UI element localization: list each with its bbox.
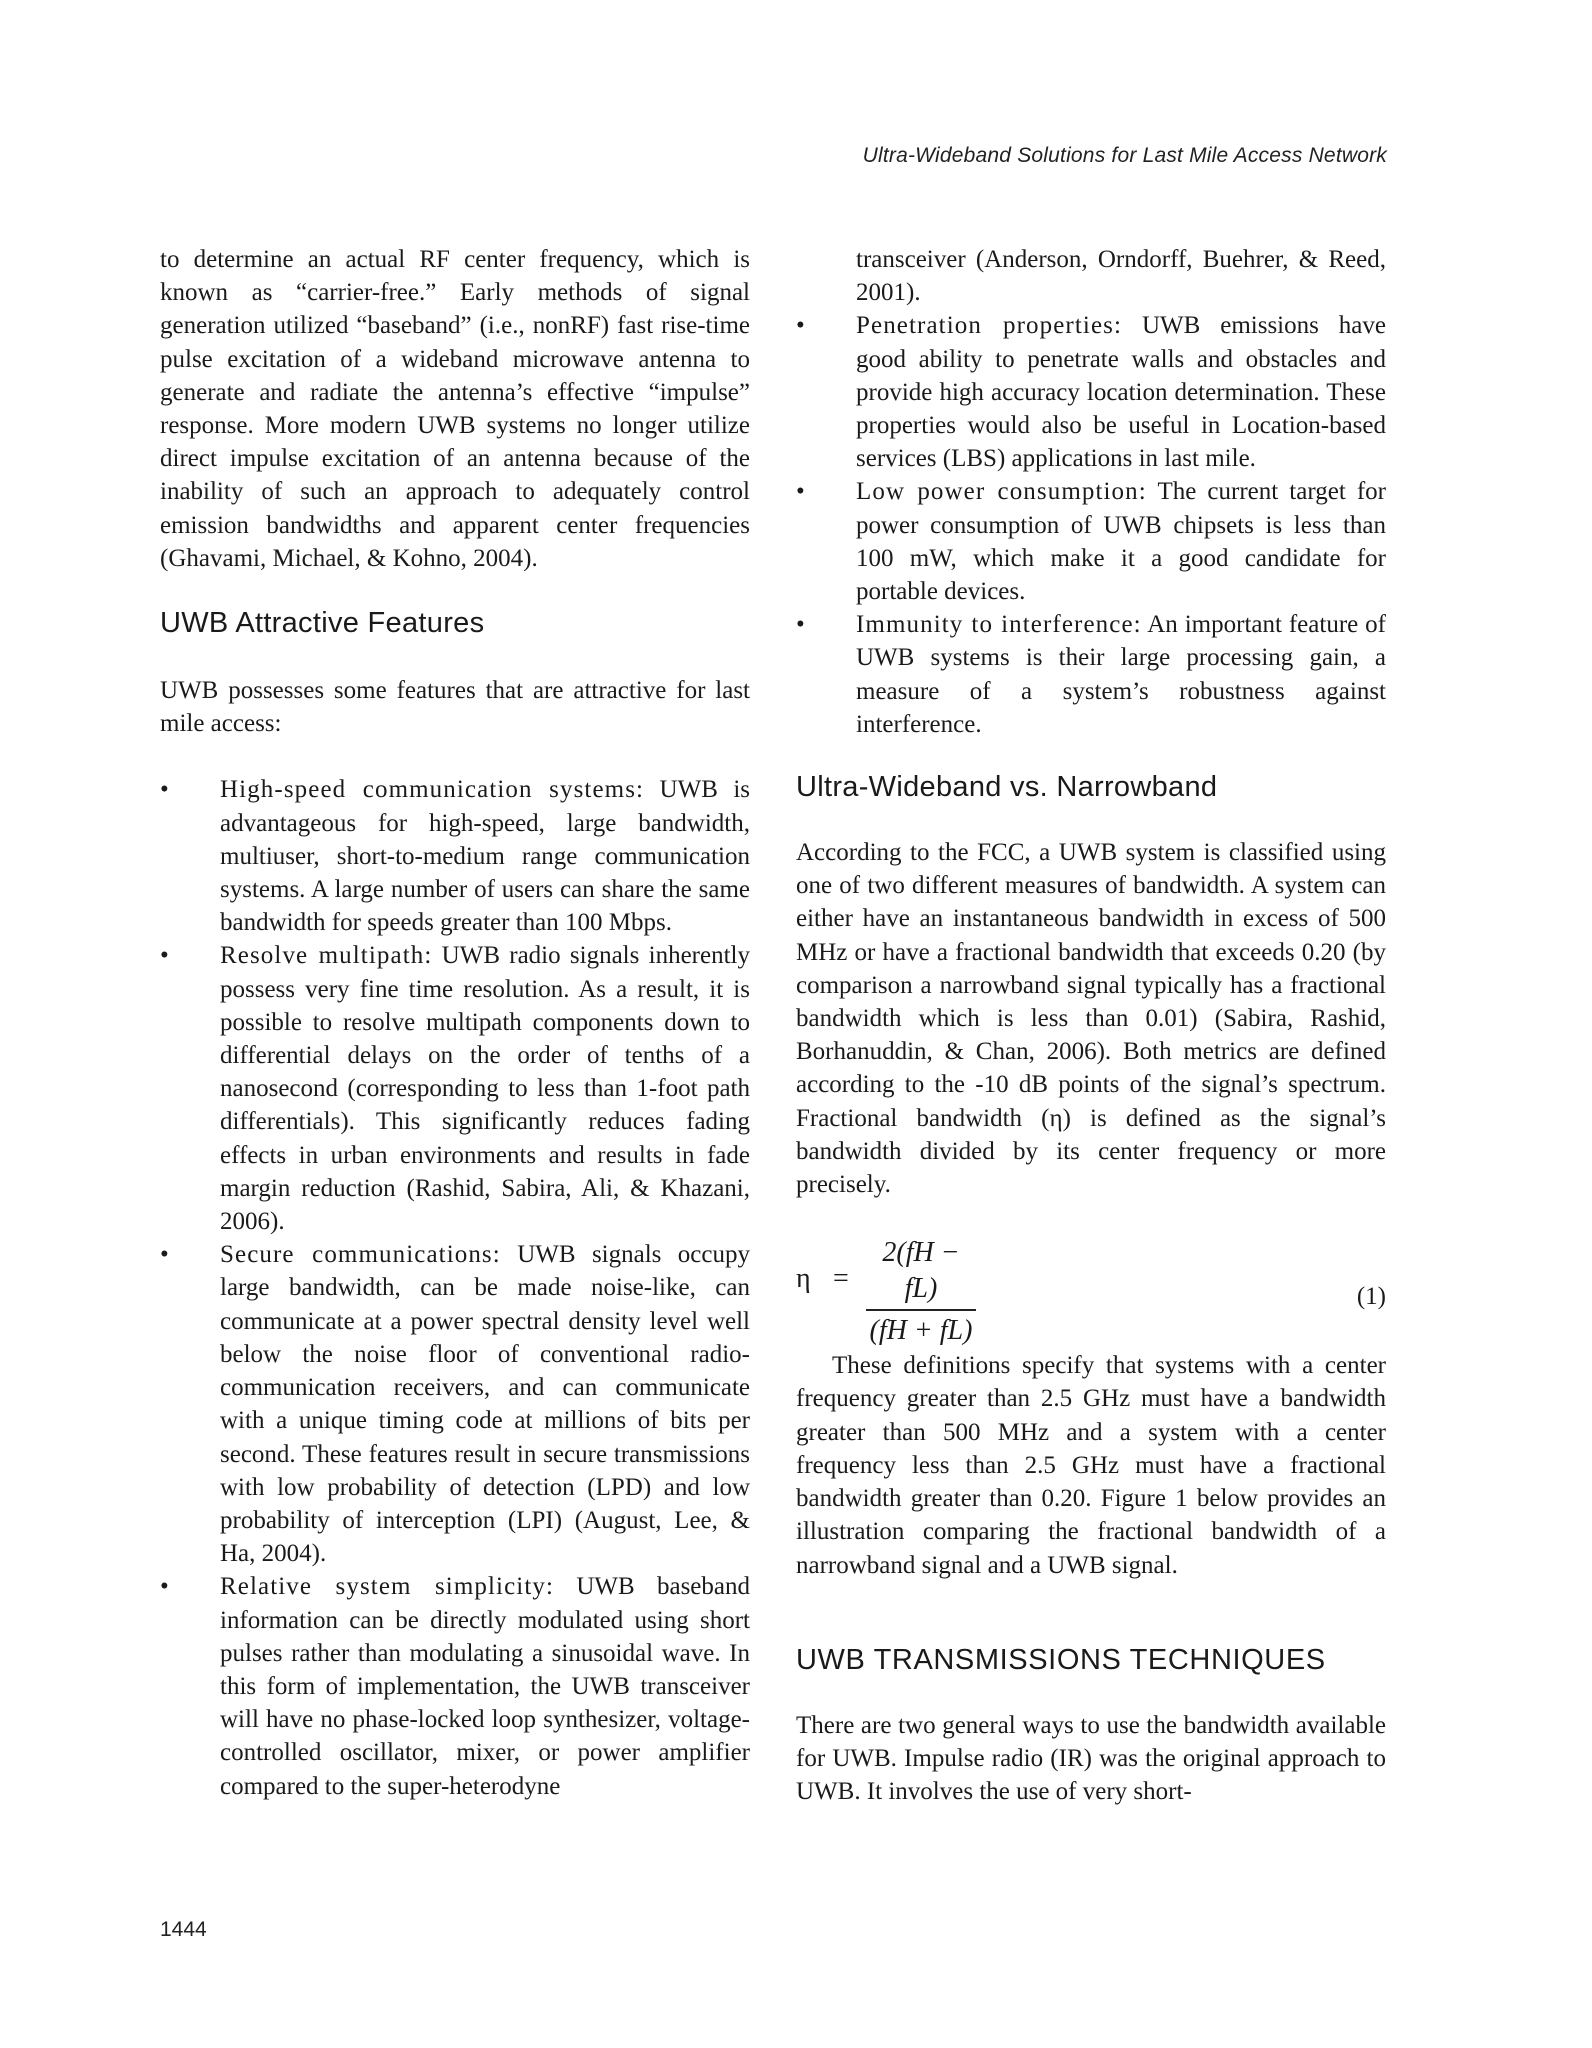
feature-list-left (160, 773, 750, 1802)
bullet-text: UWB signals occupy large bandwidth, can be made noise-like, can communicate at a power spectral density level well below the noise floor of conventional radio-communication receivers, and can communicate with a unique timing code at millions of bits per second. These features result in secure transmissions with low probability of detection (LPD) and low probability of interception (LPI) (August, Lee, & Ha, 2004). (220, 1241, 750, 1568)
bullet-text: The current target for power consumption of UWB chipsets is less than 100 mW, which make it a good candidate for portable devices. (856, 478, 1387, 606)
feature-list-right (796, 309, 1386, 741)
bullet-icon: • (160, 942, 169, 970)
section-heading-transmission-techniques: UWB TRANSMISSIONS TECHNIQUES (796, 1643, 1326, 1676)
page-number: 1444 (160, 1918, 207, 1941)
fcc-classification-paragraph: According to the FCC, a UWB system is classified using one of two different measures of bandwidth. A system can either have an instantaneous bandwidth in excess of 500 MHz or have a fractional bandwidth that exceeds 0.20 (by comparison a narrowband signal typically has a fractional bandwidth which is less than 0.01) (Sabira, Rashid, Borhanuddin, & Chan, 2006). Both metrics are defined according to the -10 dB points of the signal’s spectrum. Fractional bandwidth (η) is defined as the signal’s bandwidth divided by its center frequency or more precisely. (796, 839, 1386, 1199)
eq-fraction-bar (866, 1309, 976, 1311)
bullet-term: Relative system simplicity: (220, 1573, 555, 1601)
bullet-icon: • (796, 312, 805, 340)
list-item (160, 1570, 750, 1802)
bullet-icon: • (796, 478, 805, 506)
section-heading-attractive-features: UWB Attractive Features (160, 607, 485, 640)
eq-numerator: 2(fH − fL) (882, 1237, 960, 1305)
bullet-term: Immunity to interference: (856, 611, 1142, 639)
right-column (796, 243, 1386, 1808)
continuation-text: transceiver (Anderson, Orndorff, Buehrer, & Reed, 2001). (856, 246, 1386, 307)
list-item (160, 939, 750, 1238)
list-item (796, 475, 1386, 608)
list-item (796, 309, 1386, 475)
bullet-icon: • (160, 1573, 169, 1601)
bullet-icon: • (160, 776, 169, 804)
bullet-term: Low power consumption: (856, 478, 1147, 506)
transmission-intro-paragraph: There are two general ways to use the bandwidth available for UWB. Impulse radio (IR) was the original approach to UWB. It involves the use of very short- (796, 1711, 1386, 1806)
equation-number: (1) (1356, 1283, 1386, 1311)
eq-eta-symbol: η (796, 1263, 811, 1295)
list-item (796, 608, 1386, 741)
bullet-term: Secure communications: (220, 1241, 501, 1269)
definitions-paragraph: These definitions specify that systems with a center frequency greater than 2.5 GHz must have a bandwidth greater than 500 MHz and a system with a center frequency less than 2.5 GHz must have a fractional bandwidth greater than 0.20. Figure 1 below provides an illustration comparing the fractional bandwidth of a narrowband signal and a UWB signal. (796, 1352, 1386, 1579)
section-intro-paragraph: UWB possesses some features that are attractive for last mile access: (160, 677, 750, 738)
list-item (160, 1238, 750, 1570)
eq-equals-sign: = (833, 1263, 849, 1295)
fractional-bandwidth-equation (796, 1235, 1386, 1347)
bullet-term: Penetration properties: (856, 312, 1123, 340)
left-column (160, 243, 750, 1803)
eq-fraction (866, 1235, 976, 1349)
eq-denominator: (fH + fL) (869, 1315, 973, 1347)
bullet-text: UWB baseband information can be directly modulated using short pulses rather than modulating a sinusoidal wave. In this form of implementation, the UWB transceiver will have no phase-locked loop synthesizer, voltage-controlled oscillator, mixer, or power amplifier compared to the super-heterodyne (220, 1573, 750, 1800)
bullet-term: Resolve multipath: (220, 942, 433, 970)
list-item (160, 773, 750, 939)
bullet-icon: • (160, 1241, 169, 1269)
bullet-term: High-speed communication systems: (220, 776, 645, 804)
section-heading-uwb-vs-narrowband: Ultra-Wideband vs. Narrowband (796, 771, 1218, 804)
bullet-icon: • (796, 611, 805, 639)
bullet-text: UWB emissions have good ability to penetrate walls and obstacles and provide high accuracy location determination. These properties would also be useful in Location-based services (LBS) applications in last mile. (856, 312, 1386, 473)
bullet-text: UWB is advantageous for high-speed, large bandwidth, multiuser, short-to-medium range communication systems. A large number of users can share the same bandwidth for speeds greater than 100 Mbps. (220, 776, 750, 937)
bullet-text: An important feature of UWB systems is their large processing gain, a measure of a system’s robustness against interference. (856, 611, 1386, 738)
running-header: Ultra-Wideband Solutions for Last Mile Access Network (862, 144, 1387, 167)
bullet-text: UWB radio signals inherently possess very fine time resolution. As a result, it is possible to resolve multipath components down to differential delays on the order of tenths of a nanosecond (corresponding to less than 1-foot path differentials). This significantly reduces fading effects in urban environments and results in fade margin reduction (Rashid, Sabira, Ali, & Khazani, 2006). (220, 942, 750, 1236)
intro-paragraph: to determine an actual RF center frequency, which is known as “carrier-free.” Early methods of signal generation utilized “baseband” (i.e., nonRF) fast rise-time pulse excitation of a wideband microwave antenna to generate and radiate the antenna’s effective “impulse” response. More modern UWB systems no longer utilize direct impulse excitation of an antenna because of the inability of such an approach to adequately control emission bandwidths and apparent center frequencies (Ghavami, Michael, & Kohno, 2004). (160, 246, 750, 572)
